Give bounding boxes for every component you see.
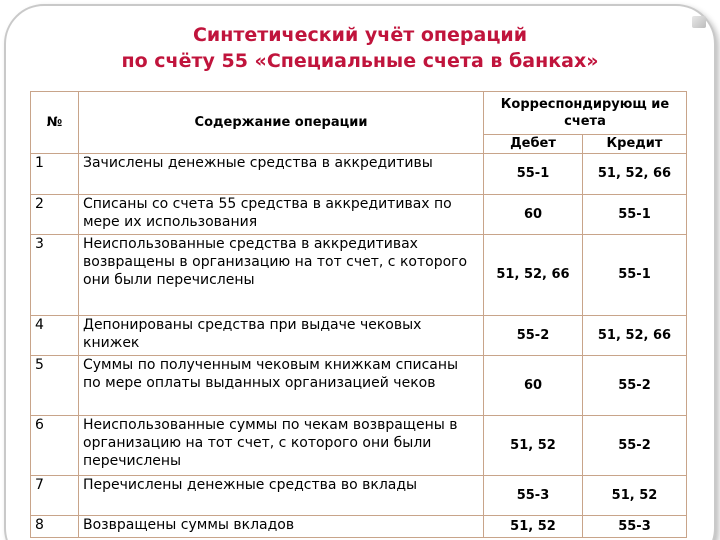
table-row [31, 356, 687, 416]
table-row [31, 154, 687, 195]
row-debit: 55-1 [484, 154, 583, 195]
row-description: Перечислены денежные средства во вклады [79, 476, 484, 516]
row-number: 7 [31, 476, 79, 516]
row-number: 4 [31, 316, 79, 356]
header-content: Содержание операции [79, 92, 484, 154]
row-number: 3 [31, 235, 79, 316]
table-row [31, 195, 687, 235]
row-description: Списаны со счета 55 средства в аккредитивах по мере их использования [79, 195, 484, 235]
row-credit: 51, 52 [583, 476, 687, 516]
header-number: № [31, 92, 79, 154]
row-debit: 60 [484, 195, 583, 235]
row-debit: 51, 52 [484, 416, 583, 476]
row-number: 6 [31, 416, 79, 476]
row-number: 8 [31, 516, 79, 538]
table-row [31, 516, 687, 538]
row-number: 2 [31, 195, 79, 235]
table-row [31, 476, 687, 516]
row-debit: 60 [484, 356, 583, 416]
row-debit: 55-3 [484, 476, 583, 516]
row-credit: 51, 52, 66 [583, 154, 687, 195]
row-description: Возвращены суммы вкладов [79, 516, 484, 538]
row-number: 1 [31, 154, 79, 195]
table-row [31, 235, 687, 316]
row-credit: 55-1 [583, 195, 687, 235]
row-credit: 51, 52, 66 [583, 316, 687, 356]
header-corresponding-accounts: Корреспондирующ ие счета [484, 92, 687, 135]
header-credit: Кредит [583, 135, 687, 154]
row-credit: 55-2 [583, 416, 687, 476]
row-debit: 55-2 [484, 316, 583, 356]
row-number: 5 [31, 356, 79, 416]
row-credit: 55-2 [583, 356, 687, 416]
row-description: Зачислены денежные средства в аккредитивы [79, 154, 484, 195]
slide-title [0, 22, 720, 74]
title-line-2: по счёту 55 «Специальные счета в банках» [121, 50, 599, 72]
row-credit: 55-3 [583, 516, 687, 538]
row-credit: 55-1 [583, 235, 687, 316]
table-row [31, 316, 687, 356]
table-row [31, 416, 687, 476]
row-debit: 51, 52 [484, 516, 583, 538]
row-description: Неиспользованные суммы по чекам возвращены в организацию на тот счет, с которого они были перечислены [79, 416, 484, 476]
header-debit: Дебет [484, 135, 583, 154]
row-description: Неиспользованные средства в аккредитивах возвращены в организацию на тот счет, с которого они были перечислены [79, 235, 484, 316]
row-description: Суммы по полученным чековым книжкам списаны по мере оплаты выданных организацией чеков [79, 356, 484, 416]
title-line-1: Синтетический учёт операций [192, 24, 528, 46]
operations-table [30, 91, 687, 538]
row-description: Депонированы средства при выдаче чековых книжек [79, 316, 484, 356]
row-debit: 51, 52, 66 [484, 235, 583, 316]
